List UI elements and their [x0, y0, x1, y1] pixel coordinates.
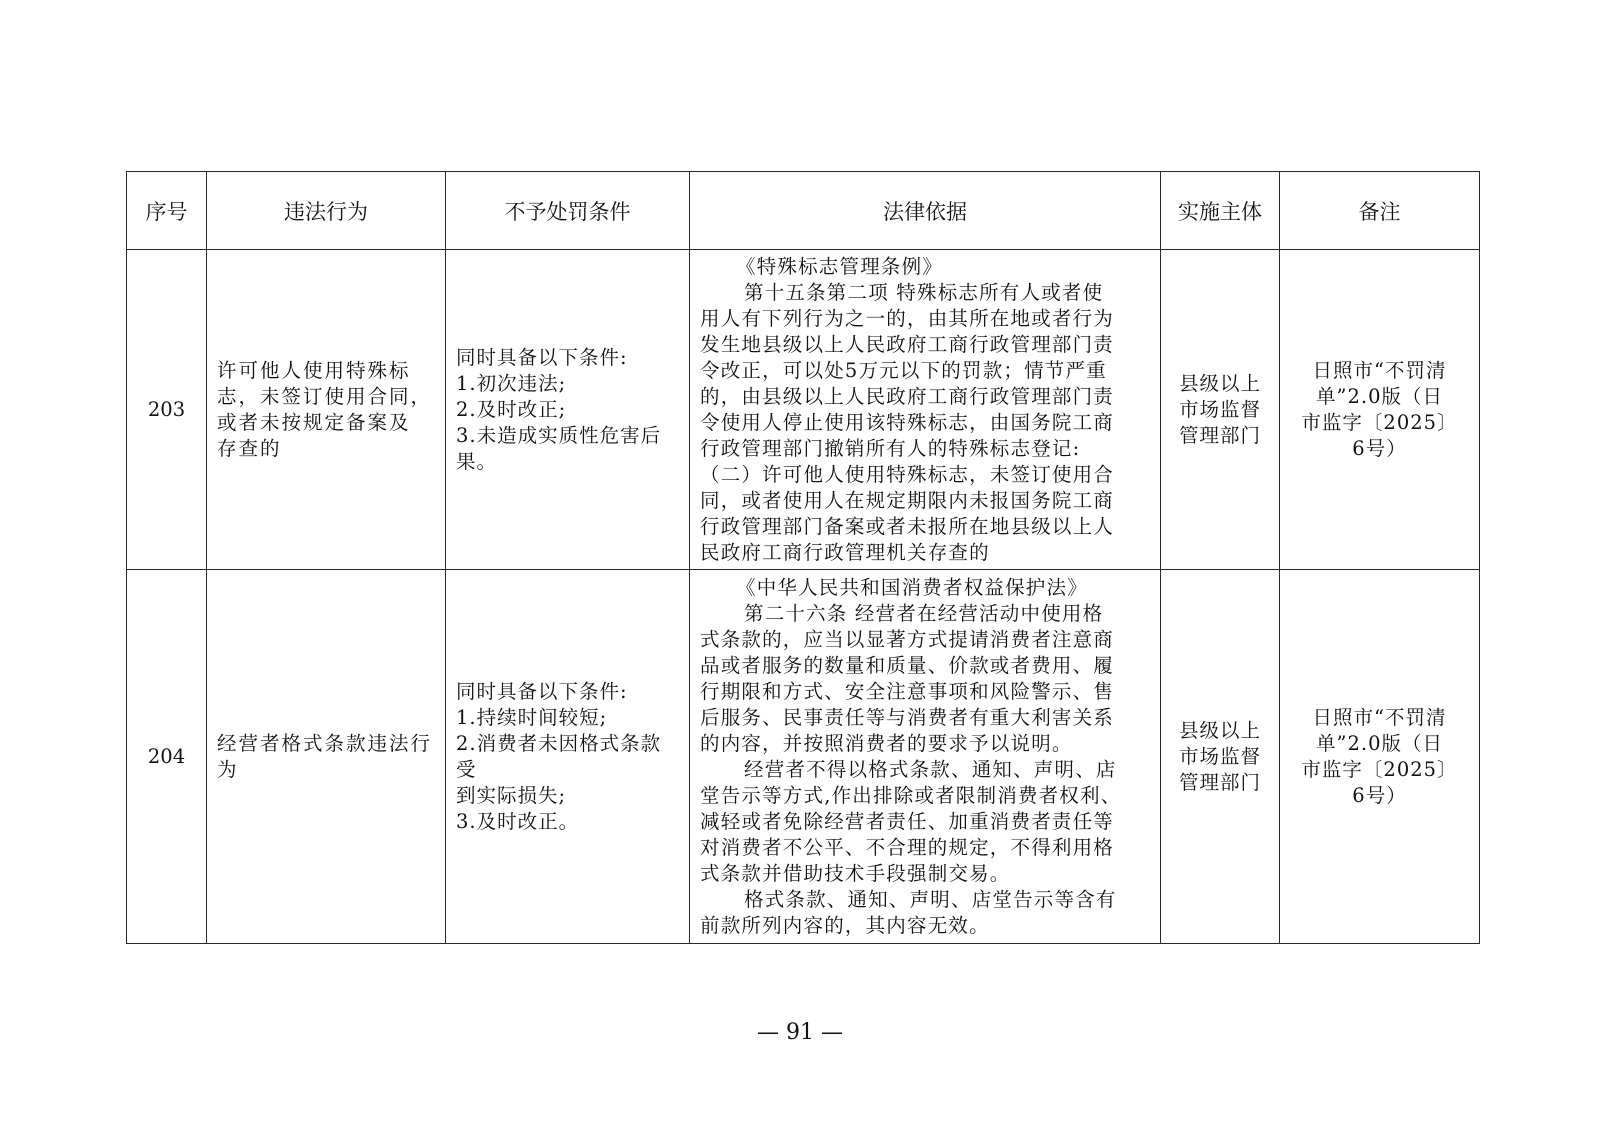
penalty-exemption-table — [126, 171, 1480, 944]
cell-line: 同时具备以下条件: — [456, 679, 628, 703]
table-row — [127, 570, 1480, 944]
law-text-line: 对消费者不公平、不合理的规定，不得利用格 — [700, 835, 1115, 859]
law-title: 《中华人民共和国消费者权益保护法》 — [736, 575, 1088, 599]
cell-line: 1.初次违法; — [456, 371, 567, 395]
condition-cell — [446, 570, 690, 944]
header-act: 违法行为 — [207, 172, 446, 250]
cell-line: 单”2.0版（日 — [1316, 731, 1443, 755]
law-text-line: 民政府工商行政管理机关存查的 — [700, 540, 990, 564]
cell-line: 市监字〔2025〕 — [1301, 410, 1458, 434]
cell-line: 为 — [217, 757, 239, 781]
cell-line: 3.及时改正。 — [456, 809, 580, 833]
enforcement-body-cell — [1161, 250, 1280, 570]
cell-line: 市场监督 — [1178, 397, 1261, 421]
law-text-line: 式条款的，应当以显著方式提请消费者注意商 — [700, 627, 1115, 651]
legal-basis-cell — [690, 570, 1161, 944]
law-text-line: 的，由县级以上人民政府工商行政管理部门责 — [700, 384, 1115, 408]
law-text-line: 经营者不得以格式条款、通知、声明、店 — [744, 757, 1117, 781]
law-text-line: 后服务、民事责任等与消费者有重大利害关系 — [700, 705, 1115, 729]
law-text-line: 品或者服务的数量和质量、价款或者费用、履 — [700, 653, 1115, 677]
cell-line: 同时具备以下条件: — [456, 345, 628, 369]
law-text-line: 令使用人停止使用该特殊标志，由国务院工商 — [700, 410, 1115, 434]
cell-line: 县级以上 — [1178, 718, 1261, 742]
condition-cell — [446, 250, 690, 570]
cell-line: 或者未按规定备案及 — [217, 410, 411, 434]
cell-line: 到实际损失; — [456, 783, 567, 807]
table-header-row — [127, 172, 1480, 250]
header-body: 实施主体 — [1161, 172, 1280, 250]
header-note: 备注 — [1280, 172, 1480, 250]
law-text-line: 行期限和方式、安全注意事项和风险警示、售 — [700, 679, 1115, 703]
law-text-line: 第十五条第二项 特殊标志所有人或者使 — [744, 280, 1104, 304]
legal-basis-cell — [690, 250, 1161, 570]
law-text-line: 减轻或者免除经营者责任、加重消费者责任等 — [700, 809, 1115, 833]
row-number: 203 — [127, 250, 207, 570]
cell-line: 许可他人使用特殊标 — [217, 358, 411, 382]
law-text-line: 同，或者使用人在规定期限内未报国务院工商 — [700, 488, 1115, 512]
law-text-line: 前款所列内容的，其内容无效。 — [700, 913, 990, 937]
header-num: 序号 — [127, 172, 207, 250]
law-text-line: 堂告示等方式,作出排除或者限制消费者权利、 — [700, 783, 1122, 807]
row-number: 204 — [127, 570, 207, 944]
law-title: 《特殊标志管理条例》 — [736, 254, 944, 278]
note-cell — [1280, 570, 1480, 944]
law-text-line: （二）许可他人使用特殊标志，未签订使用合 — [700, 462, 1115, 486]
law-text-line: 行政管理部门撤销所有人的特殊标志登记: — [700, 436, 1081, 460]
cell-line: 日照市“不罚清 — [1312, 705, 1447, 729]
cell-line: 2.消费者未因格式条款受 — [456, 731, 662, 781]
law-text-line: 用人有下列行为之一的，由其所在地或者行为 — [700, 306, 1115, 330]
cell-line: 县级以上 — [1178, 371, 1261, 395]
cell-line: 经营者格式条款违法行 — [217, 731, 433, 755]
law-text-line: 的内容，并按照消费者的要求予以说明。 — [700, 731, 1073, 755]
enforcement-body-cell — [1161, 570, 1280, 944]
cell-line: 果。 — [456, 449, 498, 473]
law-text-line: 式条款并借助技术手段强制交易。 — [700, 861, 1011, 885]
law-text-line: 第二十六条 经营者在经营活动中使用格 — [744, 601, 1104, 625]
law-text-line: 格式条款、通知、声明、店堂告示等含有 — [744, 887, 1117, 911]
cell-line: 管理部门 — [1178, 770, 1261, 794]
cell-line: 2.及时改正; — [456, 397, 567, 421]
page-number: — 91 — — [757, 1020, 843, 1045]
violation-cell — [207, 570, 446, 944]
note-cell — [1280, 250, 1480, 570]
header-condition: 不予处罚条件 — [446, 172, 690, 250]
cell-line: 管理部门 — [1178, 423, 1261, 447]
cell-line: 市场监督 — [1178, 744, 1261, 768]
cell-line: 志，未签订使用合同， — [217, 384, 433, 408]
cell-line: 6号） — [1352, 436, 1407, 460]
header-law: 法律依据 — [690, 172, 1161, 250]
cell-line: 6号） — [1352, 783, 1407, 807]
cell-line: 1.持续时间较短; — [456, 705, 608, 729]
cell-line: 市监字〔2025〕 — [1301, 757, 1458, 781]
table-row — [127, 250, 1480, 570]
law-text-line: 发生地县级以上人民政府工商行政管理部门责 — [700, 332, 1115, 356]
law-text-line: 令改正，可以处5万元以下的罚款；情节严重 — [700, 358, 1107, 382]
cell-line: 存查的 — [217, 436, 282, 460]
law-text-line: 行政管理部门备案或者未报所在地县级以上人 — [700, 514, 1115, 538]
cell-line: 日照市“不罚清 — [1312, 358, 1447, 382]
cell-line: 单”2.0版（日 — [1316, 384, 1443, 408]
violation-cell — [207, 250, 446, 570]
cell-line: 3.未造成实质性危害后 — [456, 423, 662, 447]
